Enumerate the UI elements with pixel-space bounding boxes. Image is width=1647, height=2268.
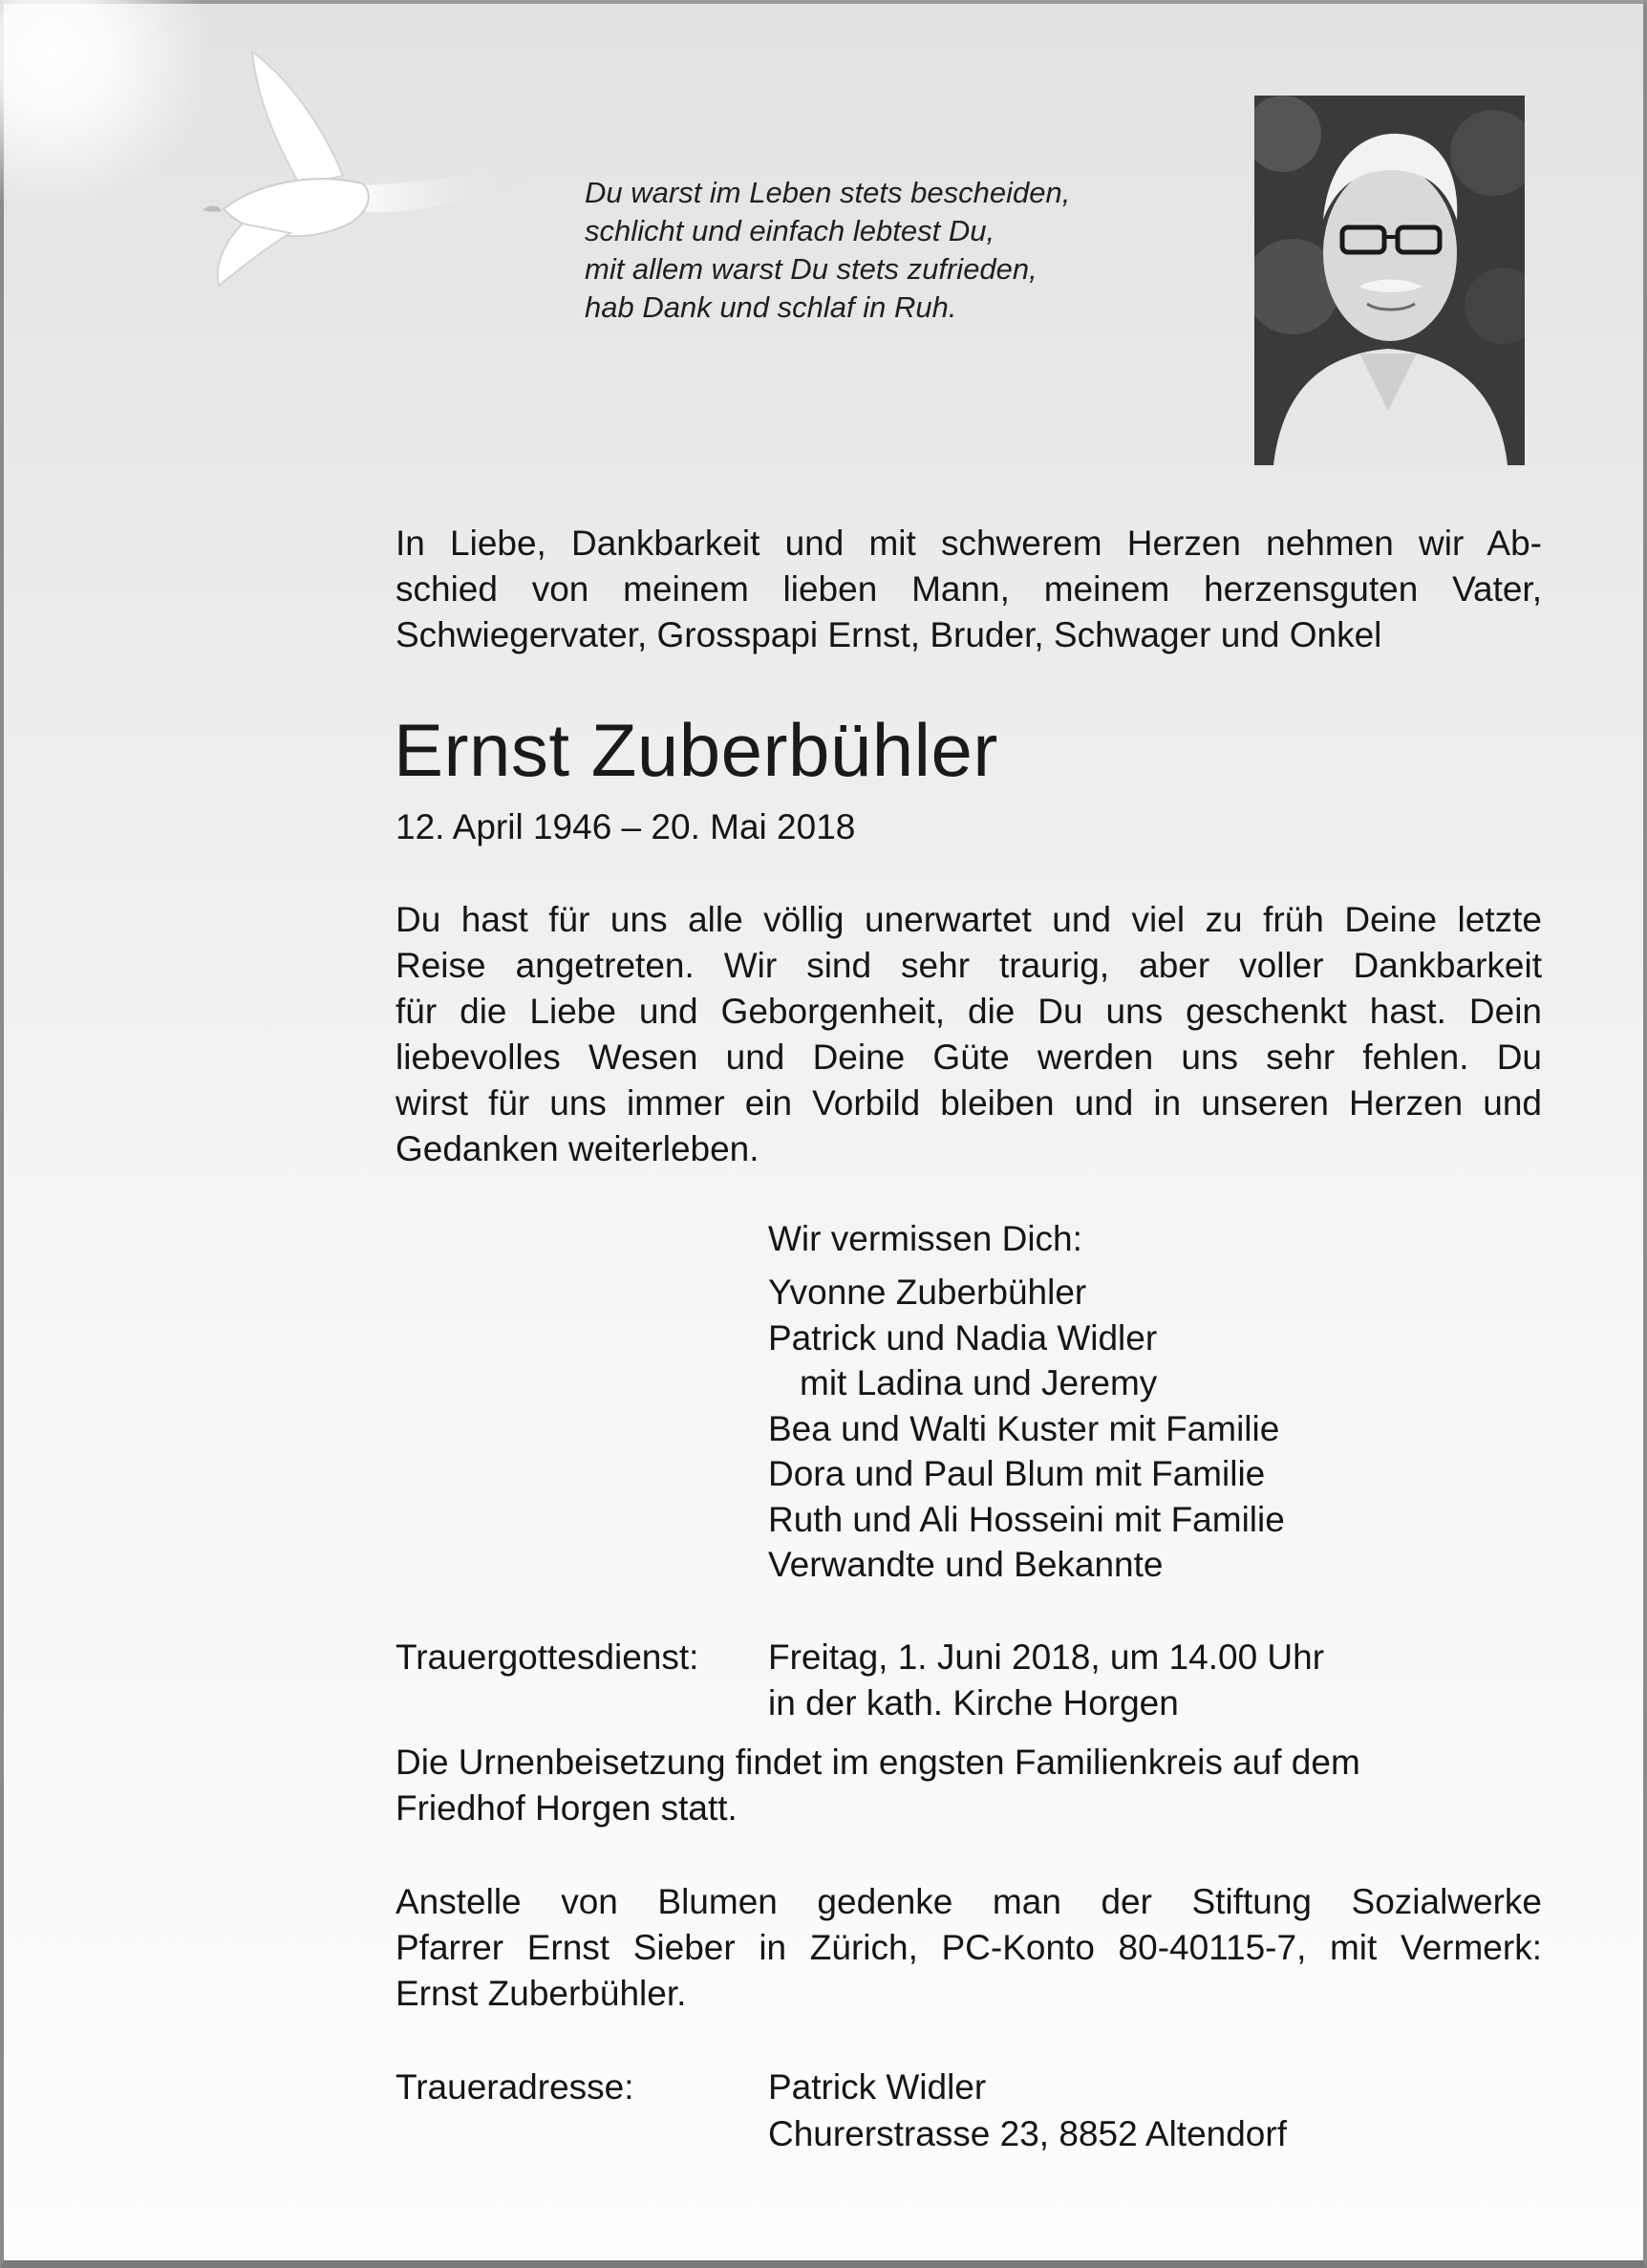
service-label: Trauergottesdienst: xyxy=(396,1637,699,1677)
intro-line: schied von meinem lieben Mann, meinem herzensguten Vater, xyxy=(396,569,1542,609)
life-dates: 12. April 1946 – 20. Mai 2018 xyxy=(396,807,856,846)
message-line: Gedanken weiterleben. xyxy=(396,1129,759,1168)
message-line: für die Liebe und Geborgenheit, die Du uns geschenkt hast. Dein xyxy=(396,992,1542,1031)
message-line: liebevolles Wesen und Deine Güte werden uns sehr fehlen. Du xyxy=(396,1038,1542,1077)
poem-line: hab Dank und schlaf in Ruh. xyxy=(585,290,957,324)
poem xyxy=(585,174,1196,327)
intro-paragraph xyxy=(396,521,1542,658)
donation-line: Pfarrer Ernst Sieber in Zürich, PC-Konto 80-40115-7, mit Vermerk: xyxy=(396,1928,1542,1967)
family-list xyxy=(768,1270,1285,1588)
address-street: Churerstrasse 23, 8852 Altendorf xyxy=(768,2114,1287,2153)
message-line: Du hast für uns alle völlig unerwartet und viel zu früh Deine letzte xyxy=(396,900,1542,939)
family-member: Bea und Walti Kuster mit Familie xyxy=(768,1408,1280,1448)
address-label: Traueradresse: xyxy=(396,2067,634,2107)
service-location: in der kath. Kirche Horgen xyxy=(768,1683,1179,1722)
poem-line: mit allem warst Du stets zufrieden, xyxy=(585,252,1037,286)
burial-note xyxy=(396,1740,1542,1831)
poem-line: Du warst im Leben stets bescheiden, xyxy=(585,176,1071,209)
intro-line: In Liebe, Dankbarkeit und mit schwerem Herzen nehmen wir Ab- xyxy=(396,524,1542,563)
address-name: Patrick Widler xyxy=(768,2067,987,2107)
family-member: Yvonne Zuberbühler xyxy=(768,1273,1087,1312)
donation-note xyxy=(396,1879,1542,2017)
portrait-photo xyxy=(1254,96,1525,465)
sunlight-glow xyxy=(0,0,214,214)
family-member: Ruth und Ali Hosseini mit Familie xyxy=(768,1499,1285,1539)
poem-line: schlicht und einfach lebtest Du, xyxy=(585,214,995,247)
service-date: Freitag, 1. Juni 2018, um 14.00 Uhr xyxy=(768,1637,1325,1677)
donation-line: Ernst Zuberbühler. xyxy=(396,1974,687,2013)
burial-line: Die Urnenbeisetzung findet im engsten Familienkreis auf dem xyxy=(396,1743,1360,1782)
burial-line: Friedhof Horgen statt. xyxy=(396,1788,738,1828)
dove-icon xyxy=(185,42,587,319)
message-line: Reise angetreten. Wir sind sehr traurig, aber voller Dankbarkeit xyxy=(396,946,1542,985)
family-member: mit Ladina und Jeremy xyxy=(800,1363,1158,1402)
donation-line: Anstelle von Blumen gedenke man der Stiftung Sozialwerke xyxy=(396,1882,1542,1921)
family-member: Verwandte und Bekannte xyxy=(768,1545,1164,1584)
message-line: wirst für uns immer ein Vorbild bleiben und in unseren Herzen und xyxy=(396,1083,1542,1123)
intro-line: Schwiegervater, Grosspapi Ernst, Bruder, Schwager und Onkel xyxy=(396,615,1382,654)
family-member: Patrick und Nadia Widler xyxy=(768,1317,1158,1358)
farewell-message xyxy=(396,897,1542,1172)
deceased-name: Ernst Zuberbühler xyxy=(394,708,998,792)
family-member: Dora und Paul Blum mit Familie xyxy=(768,1454,1266,1493)
family-heading: Wir vermissen Dich: xyxy=(768,1219,1082,1258)
